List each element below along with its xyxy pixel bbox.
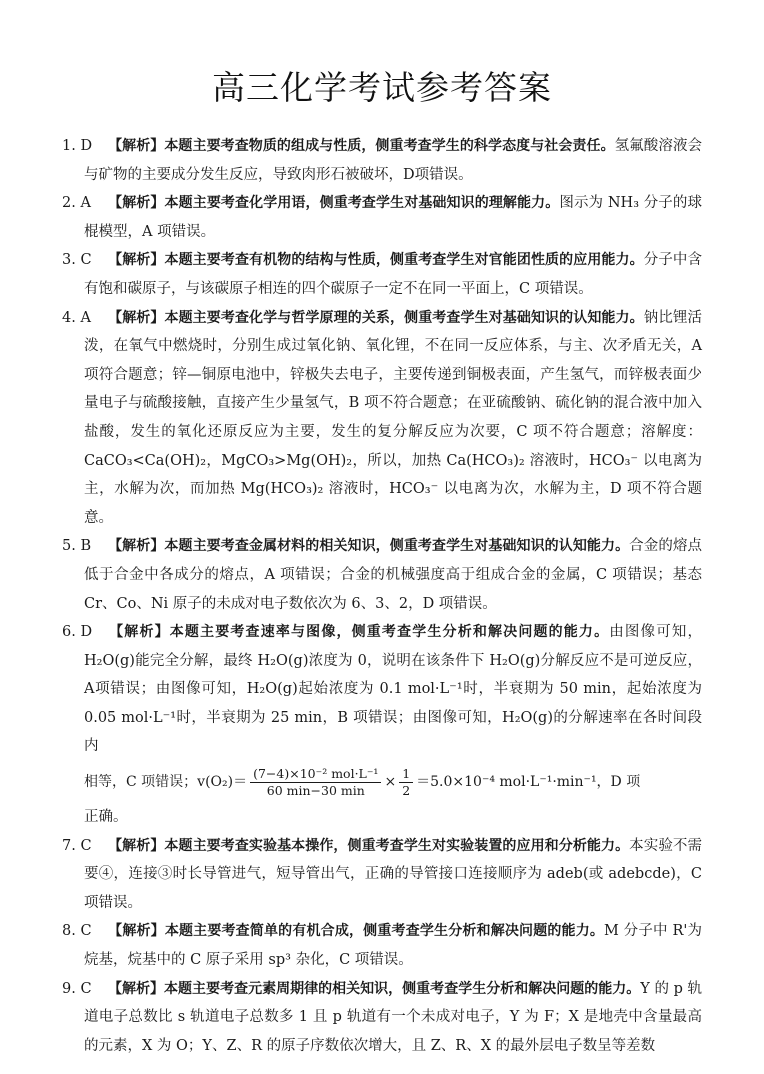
analysis-text: 分子中含有饱和碳原子，与该碳原子相连的四个碳原子一定不在同一平面上，C 项错误。 — [84, 252, 703, 297]
answer-number: 3. C — [62, 252, 92, 269]
analysis-tag: 【解析】 — [108, 195, 165, 212]
analysis-tag: 【解析】 — [108, 624, 170, 641]
analysis-tag: 【解析】 — [108, 923, 165, 940]
analysis-lead: 本题主要考查元素周期律的相关知识，侧重考查学生分析和解决问题的能力。 — [164, 980, 641, 997]
answer-number: 1. D — [62, 138, 93, 154]
fraction-denominator: 2 — [402, 782, 411, 798]
analysis-lead: 本题主要考查速率与图像，侧重考查学生分析和解决问题的能力。 — [169, 624, 610, 641]
analysis-tag: 【解析】 — [108, 837, 165, 854]
analysis-text: 钠比锂活泼，在氧气中燃烧时，分别生成过氧化钠、氧化锂，不在同一反应体系，与主、次矛盾无关，A 项符合题意；锌—铜原电池中，锌极失去电子，主要传递到铜极表面，产生氢气，而锌极表面少量电子与硫酸接触，直接产生少量氢气，B 项不符合题意；在亚硫酸钠、硫化钠的混合液中加入盐酸，发生的氧化还原反应为主要，发生的复分解反应为次要，C 项不符合题意；溶解度：CaCO₃<Ca(OH)₂，MgCO₃>Mg(OH)₂，所以，加热 Ca(HCO₃)₂ 溶液时，HCO₃⁻ 以电离为主，水解为次，而加热 Mg(HCO₃)₂ 溶液时，HCO₃⁻ 以电离为次，水解为主，D 项不符合题意。 — [84, 309, 703, 526]
fraction-numerator: (7−4)×10⁻² mol·L⁻¹ — [250, 766, 381, 783]
analysis-text: 由图像可知，H₂O(g)能完全分解，最终 H₂O(g)浓度为 0，说明在该条件下 H₂O(g)分解反应不是可逆反应，A项错误；由图像可知，H₂O(g)起始浓度为 0.1 mol·L⁻¹时，半衰期为 50 min，起始浓度为 0.05 mol·L⁻¹时，半衰期为 25 min，B 项错误；由图像可知，H₂O(g)的分解速率在各时间段内 — [84, 624, 703, 755]
analysis-text: M 分子中 R'为烷基，烷基中的 C 原子采用 sp³ 杂化，C 项错误。 — [84, 923, 703, 969]
formula-suffix: ＝5.0×10⁻⁴ mol·L⁻¹·min⁻¹，D 项 — [416, 773, 641, 790]
answer-number: 9. C — [62, 980, 92, 997]
analysis-lead: 本题主要考查有机物的结构与性质，侧重考查学生对官能团性质的应用能力。 — [164, 252, 644, 269]
page-title: 高三化学考试参考答案 — [212, 68, 552, 107]
analysis-lead: 本题主要考查实验基本操作，侧重考查学生对实验装置的应用和分析能力。 — [164, 837, 630, 854]
answer-item-1 — [62, 132, 702, 189]
answer-item-4 — [62, 304, 702, 533]
answer-item-3 — [62, 246, 702, 303]
answer-list — [62, 132, 702, 1060]
answer-number: 4. A — [62, 309, 91, 326]
fraction-numerator: 1 — [399, 766, 413, 783]
fraction-denominator: 60 min−30 min — [266, 782, 365, 798]
analysis-tag: 【解析】 — [108, 138, 165, 154]
analysis-text: 本实验不需要④，连接③时长导管进气，短导管出气，正确的导管接口连接顺序为 adeb(或 adebcde)，C 项错误。 — [84, 837, 703, 911]
analysis-lead: 本题主要考查简单的有机合成，侧重考查学生分析和解决问题的能力。 — [164, 923, 605, 940]
answer-item-7 — [62, 832, 702, 918]
answer-number: 2. A — [62, 195, 91, 212]
answer-item-2 — [62, 189, 702, 246]
fraction-rate — [250, 766, 381, 799]
analysis-tag: 【解析】 — [108, 252, 165, 269]
analysis-lead: 本题主要考查化学用语，侧重考查学生对基础知识的理解能力。 — [164, 195, 560, 212]
analysis-text: 合金的熔点低于合金中各成分的熔点，A 项错误；合金的机械强度高于组成合金的金属，C 项错误；基态 Cr、Co、Ni 原子的未成对电子数依次为 6、3、2，D 项错误。 — [84, 538, 703, 612]
answer-number: 8. C — [62, 923, 92, 940]
analysis-text: 氢氟酸溶液会与矿物的主要成分发生反应，导致肉形石被破坏，D项错误。 — [84, 138, 703, 183]
formula-prefix: 相等，C 项错误；v(O₂)＝ — [84, 773, 248, 790]
analysis-text: 图示为 NH₃ 分子的球棍模型，A 项错误。 — [84, 195, 703, 240]
analysis-text: Y 的 p 轨道电子总数比 s 轨道电子总数多 1 且 p 轨道有一个未成对电子，Y 为 F；X 是地壳中含量最高的元素，X 为 O；Y、Z、R 的原子序数依次增大，且 Z、R、X 的最外层电子数呈等差数 — [84, 980, 703, 1054]
answer-item-8 — [62, 917, 702, 974]
answer-item-6 — [62, 618, 702, 832]
analysis-tail: 正确。 — [84, 809, 128, 826]
answer-number: 7. C — [62, 837, 92, 854]
answer-number: 6. D — [62, 624, 93, 641]
fraction-half — [399, 766, 413, 799]
analysis-lead: 本题主要考查物质的组成与性质，侧重考查学生的科学态度与社会责任。 — [164, 138, 615, 154]
analysis-tag: 【解析】 — [108, 309, 165, 326]
times-sign: × — [384, 773, 397, 790]
analysis-tag: 【解析】 — [108, 980, 165, 997]
analysis-tag: 【解析】 — [108, 538, 165, 555]
analysis-lead: 本题主要考查金属材料的相关知识，侧重考查学生对基础知识的认知能力。 — [164, 538, 630, 555]
answer-item-5 — [62, 532, 702, 618]
answer-number: 5. B — [62, 538, 92, 555]
rate-formula — [62, 761, 702, 803]
analysis-lead: 本题主要考查化学与哲学原理的关系，侧重考查学生对基础知识的认知能力。 — [164, 309, 644, 326]
answer-item-9 — [62, 975, 702, 1061]
